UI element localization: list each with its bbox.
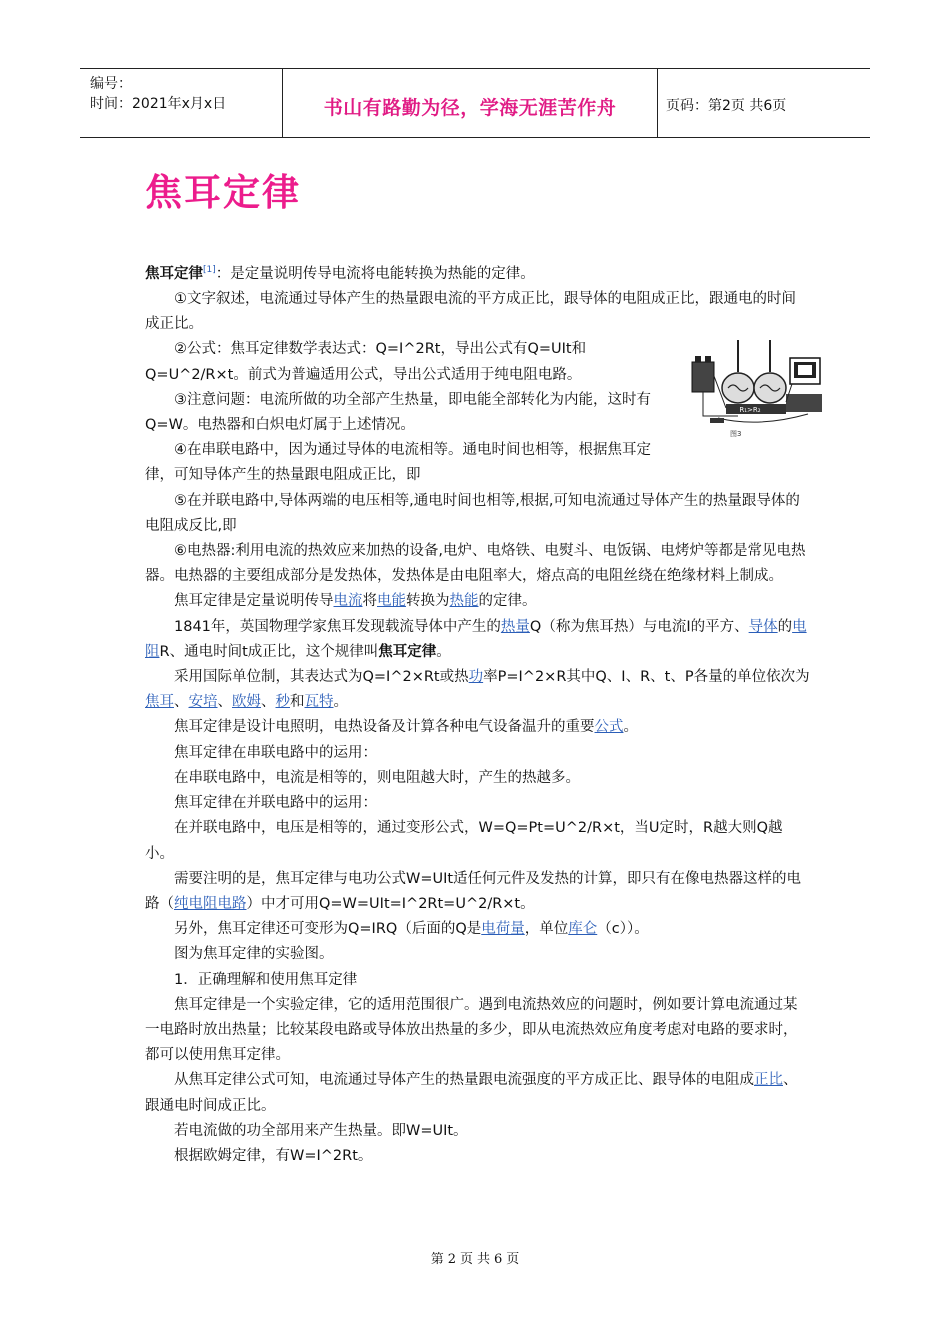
reference-link[interactable]: [1] — [203, 265, 216, 275]
footer-total-pages: 6 — [494, 1252, 503, 1267]
text: 率P=I^2×R其中Q、I、R、t、P各量的单位依次为 — [483, 669, 810, 686]
paragraph: 若电流做的功全部用来产生热量。即W=UIt。 — [174, 1122, 468, 1139]
text: ）中才可用Q=W=UIt=I^2Rt=U^2/R×t。 — [246, 895, 535, 912]
paragraph: 在串联电路中，电流是相等的，则电阻越大时，产生的热越多。 — [174, 769, 580, 786]
link-pure-resistance-circuit[interactable]: 纯电阻电路 — [174, 895, 247, 912]
paragraph: ②公式：焦耳定律数学表达式：Q=I^2Rt，导出公式有Q=UIt和Q=U^2/R×t。前式为普遍适用公式，导出公式适用于纯电阻电路。 — [145, 341, 587, 383]
text: 1841年，英国物理学家焦耳发现载流导体中产生的 — [174, 618, 501, 635]
number-label: 编号： — [90, 76, 132, 92]
text: 、 — [174, 694, 189, 711]
paragraph: 根据欧姆定律，有W=I^2Rt。 — [174, 1147, 373, 1164]
paragraph — [145, 917, 810, 942]
text: 焦耳定律是定量说明传导 — [174, 593, 334, 610]
link-joule[interactable]: 焦耳 — [145, 694, 174, 711]
text: 另外，焦耳定律还可变形为Q=IRQ（后面的Q是 — [174, 921, 482, 938]
text: 需要注明的是，焦耳定律与电功公式W=UIt适任何元件及发热的计算，即只有在像电热器这样的电路（ — [145, 870, 802, 912]
text: 焦耳定律是设计电照明，电热设备及计算各种电气设备温升的重要 — [174, 719, 595, 736]
bold-term: 焦耳定律 — [378, 643, 437, 660]
footer-text: 第 — [430, 1252, 444, 1267]
text: 的 — [777, 618, 793, 635]
paragraph: ⑤在并联电路中,导体两端的电压相等,通电时间也相等,根据,可知电流通过导体产生的热量跟导体的电阻成反比,即 — [145, 492, 800, 534]
link-ampere[interactable]: 安培 — [188, 694, 218, 711]
paragraph: ③注意问题：电流所做的功全部产生热量，即电能全部转化为内能，这时有Q=W。电热器和白炽电灯属于上述情况。 — [145, 391, 651, 434]
header-table — [80, 68, 870, 138]
link-formula[interactable]: 公式 — [594, 719, 624, 736]
link-second[interactable]: 秒 — [275, 694, 290, 711]
text: 。 — [333, 694, 348, 711]
header-motto-cell — [283, 69, 658, 137]
header-info-cell — [80, 69, 283, 137]
text: Q（称为焦耳热）与电流I的平方、 — [529, 618, 749, 635]
text: 、跟通电时间成正比。 — [145, 1072, 798, 1114]
figure-caption: 图3 — [730, 430, 742, 438]
text: 。 — [436, 643, 451, 660]
text: 将 — [362, 593, 377, 610]
link-watt[interactable]: 瓦特 — [304, 694, 334, 711]
document-title: 焦耳定律 — [145, 171, 301, 214]
paragraph: ④在串联电路中，因为通过导体的电流相等。通电时间也相等，根据焦耳定律，可知导体产生的热量跟电阻成正比，即 — [145, 442, 651, 484]
text: 采用国际单位制，其表达式为Q=I^2×Rt或热 — [174, 669, 469, 686]
date-label: 时间：2021年x月x日 — [90, 96, 227, 112]
paragraph — [145, 615, 810, 665]
paragraph: 在并联电路中，电压是相等的，通过变形公式，W=Q=Pt=U^2/R×t，当U定时，R越大则Q越小。 — [145, 820, 783, 862]
header-page-cell — [658, 69, 870, 137]
link-ohm[interactable]: 欧姆 — [232, 694, 261, 711]
link-current[interactable]: 电流 — [333, 593, 363, 610]
link-coulomb[interactable]: 库仑 — [568, 921, 598, 938]
text: R、通电时间t成正比，这个规律叫 — [159, 643, 379, 660]
text: 、 — [217, 694, 232, 711]
paragraph: 图为焦耳定律的实验图。 — [174, 946, 334, 963]
paragraph — [145, 715, 810, 740]
paragraph — [145, 665, 810, 715]
text: 和 — [290, 694, 305, 711]
footer-text: 页 — [459, 1252, 473, 1267]
text: 。 — [623, 719, 638, 736]
page-label: 页码：第2页 共6页 — [666, 98, 787, 114]
text: 转换为 — [406, 593, 450, 610]
page-footer — [0, 1248, 950, 1267]
paragraph-definition — [145, 258, 810, 287]
text: 的定律。 — [478, 593, 537, 610]
footer-page-number: 2 — [447, 1252, 456, 1267]
paragraph: ⑥电热器:利用电流的热效应来加热的设备,电炉、电烙铁、电熨斗、电饭锅、电烤炉等都是常见电热器。电热器的主要组成部分是发热体，发热体是由电阻率大，熔点高的电阻丝绕在绝缘材料上制成。 — [145, 543, 806, 585]
paragraph — [145, 589, 810, 614]
paragraph: 焦耳定律是一个实验定律，它的适用范围很广。遇到电流热效应的问题时，例如要计算电流通过某一电路时放出热量；比较某段电路或导体放出热量的多少，即从电流热效应角度考虑对电路的要求时，都可以使用焦耳定律。 — [145, 996, 798, 1064]
link-conductor[interactable]: 导体 — [748, 618, 778, 635]
paragraph: 焦耳定律在串联电路中的运用： — [174, 744, 377, 761]
paragraph — [145, 1068, 810, 1118]
motto-text: 书山有路勤为径，学海无涯苦作舟 — [323, 97, 617, 119]
paragraph: ①文字叙述，电流通过导体产生的热量跟电流的平方成正比，跟导体的电阻成正比，跟通电的时间成正比。 — [145, 291, 796, 333]
link-proportional[interactable]: 正比 — [754, 1072, 783, 1089]
text: 从焦耳定律公式可知，电流通过导体产生的热量跟电流强度的平方成正比、跟导体的电阻成 — [174, 1072, 754, 1089]
text: 、 — [261, 694, 276, 711]
text: （c））。 — [597, 921, 649, 938]
paragraph: 焦耳定律在并联电路中的运用： — [174, 795, 377, 812]
footer-text: 共 — [477, 1252, 491, 1267]
paragraph — [145, 867, 810, 917]
link-electric-energy[interactable]: 电能 — [377, 593, 406, 610]
text: ，单位 — [524, 921, 569, 938]
link-power[interactable]: 功 — [468, 669, 484, 686]
link-heat[interactable]: 热量 — [500, 618, 530, 635]
definition-term: 焦耳定律 — [145, 265, 203, 282]
footer-text: 页 — [506, 1252, 520, 1267]
svg-text:R₁>R₂: R₁>R₂ — [739, 406, 761, 414]
link-charge[interactable]: 电荷量 — [481, 921, 525, 938]
definition-text: ：是定量说明传导电流将电能转换为热能的定律。 — [215, 265, 535, 282]
section-heading: 1．正确理解和使用焦耳定律 — [174, 971, 358, 988]
link-resistance[interactable]: 电阻 — [145, 618, 807, 660]
link-heat-energy[interactable]: 热能 — [449, 593, 479, 610]
document-body — [145, 258, 810, 1169]
